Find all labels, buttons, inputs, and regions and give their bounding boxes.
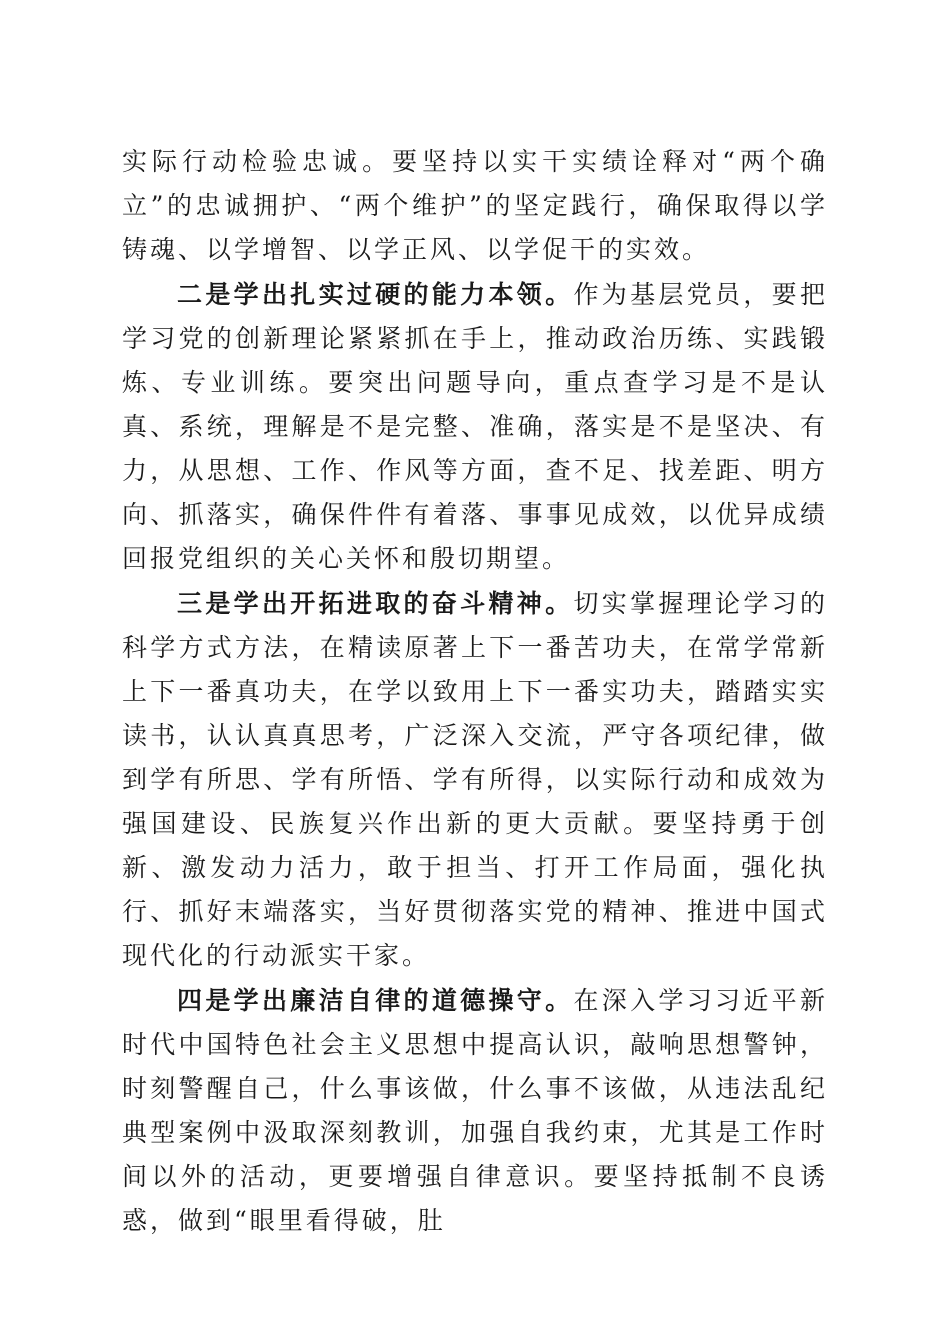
paragraph-spirit <box>122 582 828 978</box>
paragraph-integrity <box>122 979 828 1243</box>
paragraph-ability <box>122 273 828 581</box>
paragraph-lead: 三是学出开拓进取的奋斗精神。 <box>177 589 574 618</box>
paragraph-text: 在深入学习习近平新时代中国特色社会主义思想中提高认识，敲响思想警钟，时刻警醒自己，什么事该做，什么事不该做，从违法乱纪典型案例中汲取深刻教训，加强自我约束，尤其是工作时间以外的活动，更要增强自律意识。要坚持抵制不良诱惑，做到“眼里看得破，肚 <box>122 986 828 1235</box>
paragraph-text: 实际行动检验忠诚。要坚持以实干实绩诠释对“两个确立”的忠诚拥护、“两个维护”的坚定践行，确保取得以学铸魂、以学增智、以学正风、以学促干的实效。 <box>122 147 828 264</box>
paragraph-text: 作为基层党员，要把学习党的创新理论紧紧抓在手上，推动政治历练、实践锻炼、专业训练。要突出问题导向，重点查学习是不是认真、系统，理解是不是完整、准确，落实是不是坚决、有力，从思想、工作、作风等方面，查不足、找差距、明方向、抓落实，确保件件有着落、事事见成效，以优异成绩回报党组织的关心关怀和殷切期望。 <box>122 280 828 573</box>
paragraph-lead: 四是学出廉洁自律的道德操守。 <box>177 986 574 1015</box>
paragraph-continuation <box>122 140 828 272</box>
paragraph-text: 切实掌握理论学习的科学方式方法，在精读原著上下一番苦功夫，在常学常新上下一番真功夫，在学以致用上下一番实功夫，踏踏实实读书，认认真真思考，广泛深入交流，严守各项纪律，做到学有所思、学有所悟、学有所得，以实际行动和成效为强国建设、民族复兴作出新的更大贡献。要坚持勇于创新、激发动力活力，敢于担当、打开工作局面，强化执行、抓好末端落实，当好贯彻落实党的精神、推进中国式现代化的行动派实干家。 <box>122 589 828 970</box>
paragraph-lead: 二是学出扎实过硬的能力本领。 <box>177 280 574 309</box>
document-body <box>122 140 828 1244</box>
